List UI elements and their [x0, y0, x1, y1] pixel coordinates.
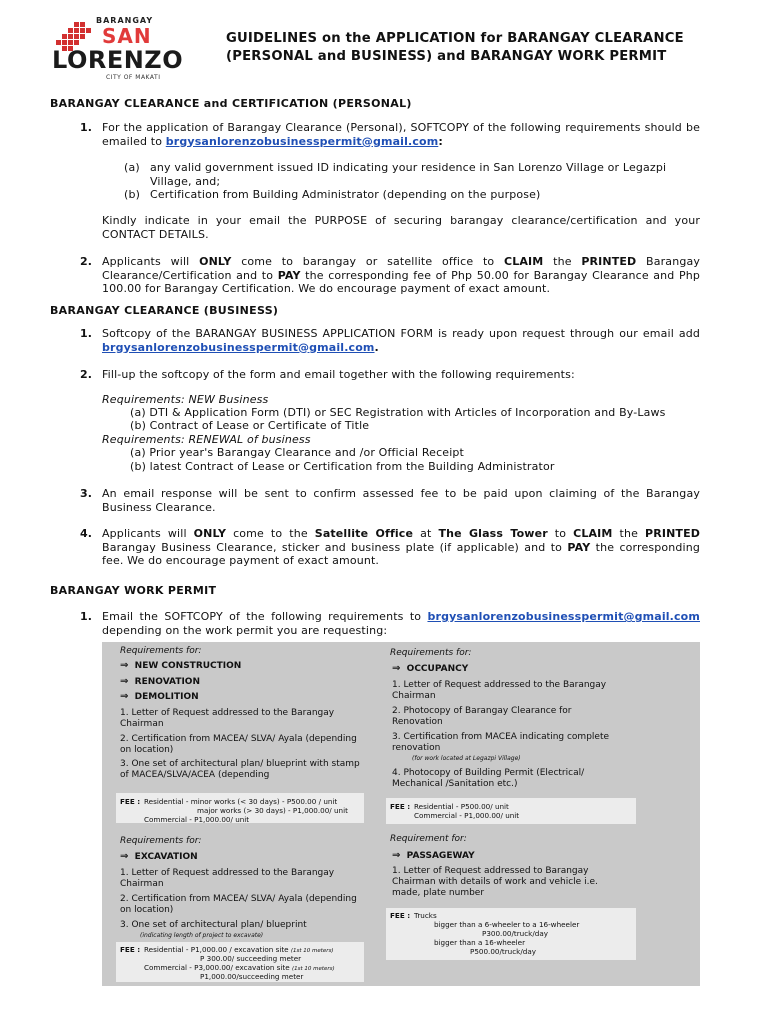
personal-kindly-note: Kindly indicate in your email the PURPOSE of securing barangay clearance/certification and your CONTACT DETAILS. — [102, 214, 700, 241]
type-label: PASSAGEWAY — [406, 851, 475, 861]
emphasis: ONLY — [193, 527, 227, 540]
list-number: 1. — [80, 610, 93, 623]
fee-label: FEE : — [120, 797, 141, 806]
text: the — [543, 255, 582, 268]
emphasis: ONLY — [199, 255, 232, 268]
text: the — [612, 527, 645, 540]
occ-fee-1: Residential - P500.00/ unit — [414, 802, 509, 811]
text: at — [413, 527, 439, 540]
occ-fee-2: Commercial - P1,000.00/ unit — [414, 811, 520, 820]
text: the corresponding fee of Php 50.00 for Barangay Clearance and Php 100.00 for Barangay Certification. We do encourage payment of exact amount. — [102, 268, 700, 295]
nc-fee-1: Residential - minor works (< 30 days) - P500.00 / unit — [144, 797, 338, 806]
exc-item-2: 2. Certification from MACEA/ SLVA/ Ayala (depending on location) — [120, 894, 357, 915]
new-requirement-a: (a) DTI & Application Form (DTI) or SEC Registration with Articles of Incorporation and By-Laws — [130, 406, 666, 419]
type-label: NEW CONSTRUCTION — [134, 661, 242, 671]
renewal-requirement-a: (a) Prior year's Barangay Clearance and /or Official Receipt — [130, 446, 465, 459]
emphasis: PRINTED — [581, 255, 637, 268]
exc-note: (indicating length of project to excavate) — [140, 932, 264, 939]
pas-fee-5: P500.00/truck/day — [470, 947, 536, 956]
business-item3-text: An email response will be sent to confirm assessed fee to be paid upon claiming of the Barangay Business Clearance. — [102, 487, 700, 514]
email-link[interactable]: brgysanlorenzobusinesspermit@gmail.com — [102, 340, 375, 354]
business-item2-text: Fill-up the softcopy of the form and email together with the following requirements: — [102, 368, 575, 381]
arrow-icon: ⇒ — [120, 851, 129, 862]
nc-fee-2: major works (> 30 days) - P1,000.00/ unit — [197, 806, 348, 815]
fee-label: FEE : — [390, 802, 411, 811]
emphasis: CLAIM — [573, 527, 613, 540]
section-title-business: BARANGAY CLEARANCE (BUSINESS) — [50, 304, 279, 317]
text: Softcopy of the BARANGAY BUSINESS APPLICATION FORM is ready upon request through our email add — [102, 327, 700, 340]
list-number: 1. — [80, 327, 93, 340]
exc-item-3: 3. One set of architectural plan/ blueprint — [120, 920, 307, 930]
emphasis: PRINTED — [645, 527, 701, 540]
renewal-requirement-b: (b) latest Contract of Lease or Certification from the Building Administrator — [130, 460, 555, 473]
nc-item-2: 2. Certification from MACEA/ SLVA/ Ayala (depending on location) — [120, 734, 357, 755]
page-title-line2: (PERSONAL and BUSINESS) and BARANGAY WORK PERMIT — [226, 49, 667, 64]
text: Email the SOFTCOPY of the following requirements to — [102, 610, 428, 623]
text: Applicants will — [102, 255, 200, 268]
text: depending on the work permit you are requesting: — [102, 623, 388, 637]
nc-fee-3: Commercial - P1,000.00/ unit — [144, 815, 250, 824]
logo-lorenzo-text: LORENZO — [52, 46, 184, 74]
emphasis: CLAIM — [504, 255, 544, 268]
colon: : — [438, 134, 443, 148]
pas-fee-1: Trucks — [414, 911, 437, 920]
occ-requirements-label: Requirements for: — [390, 648, 472, 658]
arrow-icon: ⇒ — [120, 660, 129, 671]
exc-fee-4: P1,000.00/succeeding meter — [200, 972, 304, 981]
email-link[interactable]: brgysanlorenzobusinesspermit@gmail.com — [427, 610, 700, 623]
section-title-personal: BARANGAY CLEARANCE and CERTIFICATION (PERSONAL) — [50, 97, 412, 110]
text: Applicants will — [102, 527, 194, 540]
arrow-icon: ⇒ — [392, 663, 401, 674]
exc-item-1: 1. Letter of Request addressed to the Barangay Chairman — [120, 868, 335, 889]
type-label: OCCUPANCY — [406, 664, 469, 674]
nc-type-2 — [120, 676, 200, 688]
pas-fee-4: bigger than a 16-wheeler — [434, 938, 526, 947]
occ-item-4: 4. Photocopy of Building Permit (Electrical/ Mechanical /Sanitation etc.) — [392, 768, 585, 789]
pas-fee-3: P300.00/truck/day — [482, 929, 548, 938]
text: come to the — [226, 527, 315, 540]
arrow-icon: ⇒ — [120, 676, 129, 687]
pas-fee-2: bigger than a 6-wheeler to a 16-wheeler — [434, 920, 580, 929]
emphasis: PAY — [567, 540, 591, 554]
list-label: (b) — [124, 188, 141, 201]
text: come to barangay or satellite office to — [231, 255, 505, 268]
requirement-b: Certification from Building Administrator (depending on the purpose) — [150, 188, 541, 201]
business-item4-text — [102, 527, 700, 568]
requirement-a: any valid government issued ID indicating your residence in San Lorenzo Village or Legazpi Village, and; — [150, 161, 667, 188]
nc-type-3 — [120, 691, 199, 703]
business-item1-text — [102, 327, 700, 354]
list-number: 1. — [80, 121, 93, 134]
exc-requirements-label: Requirements for: — [120, 836, 202, 846]
occ-item-3: 3. Certification from MACEA indicating complete renovation — [392, 732, 610, 753]
text: to — [547, 527, 574, 540]
arrow-icon: ⇒ — [120, 691, 129, 702]
logo-barangay-text: BARANGAY — [96, 16, 154, 25]
page-title-line1: GUIDELINES on the APPLICATION for BARANGAY CLEARANCE — [226, 31, 684, 46]
nc-requirements-label: Requirements for: — [120, 646, 202, 656]
pas-type — [392, 850, 475, 862]
list-number: 2. — [80, 368, 93, 381]
pas-requirements-label: Requirement for: — [390, 834, 467, 844]
list-label: (a) — [124, 161, 140, 174]
arrow-icon: ⇒ — [392, 850, 401, 861]
nc-item-3: 3. One set of architectural plan/ blueprint with stamp of MACEA/SLVA/ACEA (depending — [120, 759, 360, 780]
exc-fee-2: P 300.00/ succeeding meter — [200, 954, 302, 963]
nc-type-1 — [120, 660, 241, 672]
occ-item-2: 2. Photocopy of Barangay Clearance for Renovation — [392, 706, 572, 727]
logo-san-text: SAN — [102, 24, 152, 48]
email-link[interactable]: brgysanlorenzobusinesspermit@gmail.com — [165, 134, 439, 148]
type-label: RENOVATION — [134, 677, 200, 687]
fee-note: (1st 10 meters) — [291, 966, 335, 972]
new-requirement-b: (b) Contract of Lease or Certificate of Title — [130, 419, 370, 432]
exc-type — [120, 851, 198, 863]
occ-type — [392, 663, 468, 675]
pas-item: 1. Letter of Request addressed to Barangay Chairman with details of work and vehicle i.e. made, plate number — [392, 866, 598, 898]
fee-text: Commercial - P3,000.00/ excavation site — [144, 963, 290, 972]
list-number: 2. — [80, 255, 93, 268]
nc-item-1: 1. Letter of Request addressed to the Barangay Chairman — [120, 708, 335, 729]
logo-city-text: CITY OF MAKATI — [106, 74, 161, 81]
fee-note: (1st 10 meters) — [290, 948, 334, 954]
personal-item1-text — [102, 121, 700, 148]
text: For the application of Barangay Clearance (Personal), SOFTCOPY of the following requirements should be emailed to — [102, 121, 700, 148]
text: Barangay Business Clearance, sticker and business plate (if applicable) and to — [102, 540, 568, 554]
personal-item2-text — [102, 255, 700, 296]
section-title-work-permit: BARANGAY WORK PERMIT — [50, 584, 217, 597]
work-item1-text — [102, 610, 700, 637]
type-label: EXCAVATION — [134, 852, 198, 862]
fee-label: FEE : — [390, 911, 411, 920]
new-business-label: Requirements: NEW Business — [102, 393, 269, 406]
emphasis: PAY — [277, 268, 301, 282]
occ-item-1: 1. Letter of Request addressed to the Barangay Chairman — [392, 680, 607, 701]
barangay-logo — [50, 14, 190, 82]
text: Barangay Clearance/Certification and to — [102, 255, 701, 282]
emphasis: The Glass Tower — [438, 527, 548, 540]
emphasis: Satellite Office — [314, 527, 414, 540]
fee-label: FEE : — [120, 945, 141, 954]
dot: . — [374, 340, 379, 354]
list-number: 3. — [80, 487, 93, 500]
text: the corresponding fee. We do encourage payment of exact amount. — [102, 540, 700, 567]
list-number: 4. — [80, 527, 93, 540]
occ-note: (for work located at Legazpi Village) — [412, 755, 521, 762]
renewal-label: Requirements: RENEWAL of business — [102, 433, 311, 446]
type-label: DEMOLITION — [134, 692, 199, 702]
fee-text: Residential - P1,000.00 / excavation site — [144, 945, 289, 954]
